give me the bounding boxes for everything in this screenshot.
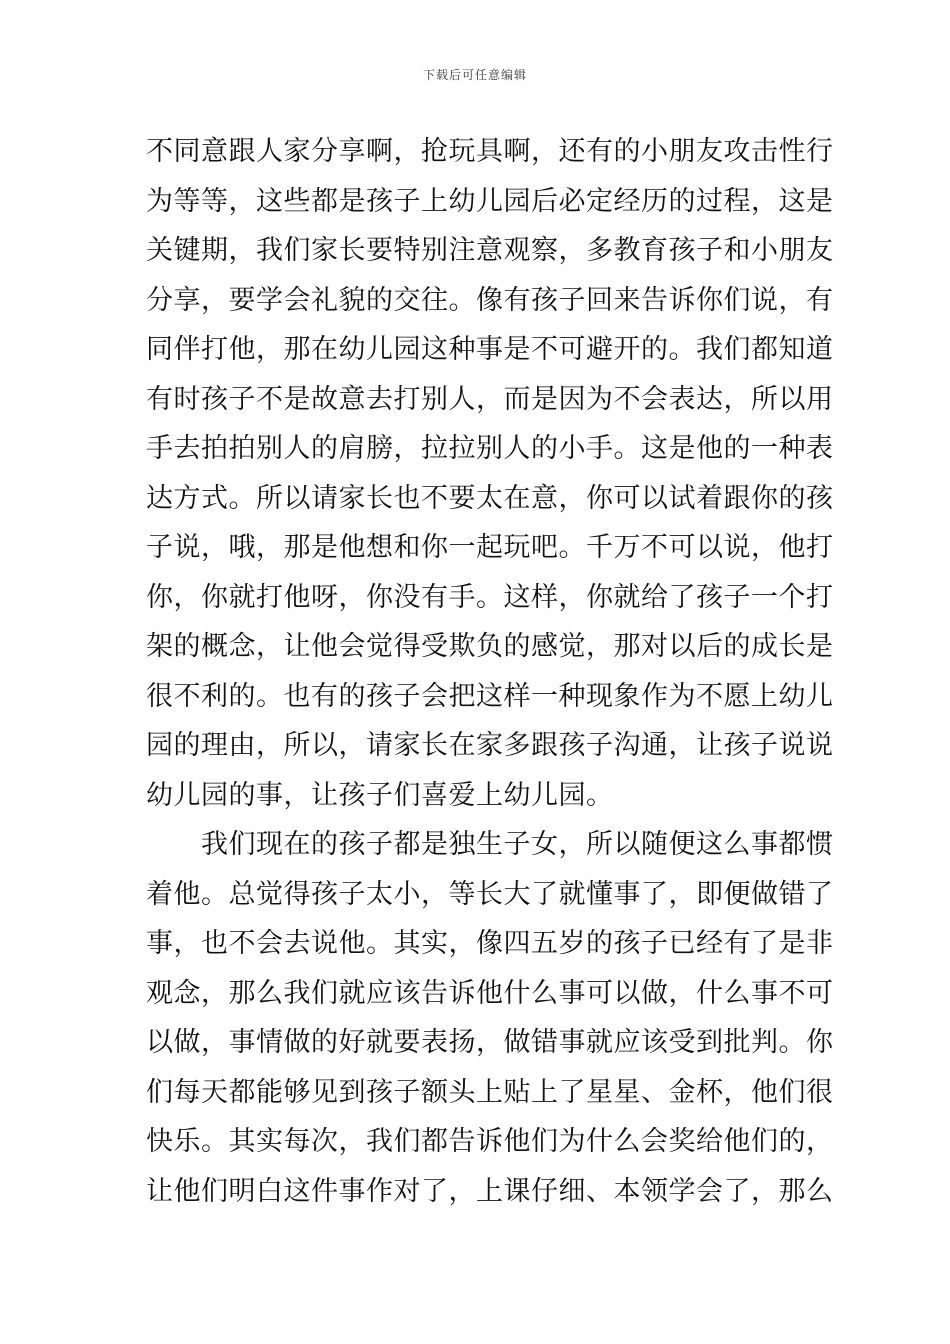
- text-line: 你，你就打他呀，你没有手。这样，你就给了孩子一个打: [146, 581, 834, 613]
- text-line: 着他。总觉得孩子太小，等长大了就懂事了，即便做错了: [146, 878, 834, 910]
- text-line: 手去拍拍别人的肩膀，拉拉别人的小手。这是他的一种表: [146, 433, 834, 464]
- text-line: 们每天都能够见到孩子额头上贴上了星星、金杯，他们很: [146, 1076, 834, 1108]
- text-line: 关键期，我们家长要特别注意观察，多教育孩子和小朋友: [146, 235, 834, 266]
- text-line: 幼儿园的事，让孩子们喜爱上幼儿园。: [146, 779, 614, 811]
- text-line: 让他们明白这件事作对了，上课仔细、本领学会了，那么: [146, 1175, 834, 1207]
- text-line: 为等等，这些都是孩子上幼儿园后必定经历的过程，这是: [146, 185, 834, 217]
- text-line: 子说，哦，那是他想和你一起玩吧。千万不可以说，他打: [146, 532, 834, 563]
- text-line: 不同意跟人家分享啊，抢玩具啊，还有的小朋友攻击性行: [146, 136, 834, 167]
- body-text: [146, 127, 834, 1216]
- text-line: 架的概念，让他会觉得受欺负的感觉，那对以后的成长是: [146, 631, 834, 662]
- text-line: 快乐。其实每次，我们都告诉他们为什么会奖给他们的，: [146, 1126, 834, 1157]
- text-line: 分享，要学会礼貌的交往。像有孩子回来告诉你们说，有: [146, 284, 834, 316]
- text-line: 有时孩子不是故意去打别人，而是因为不会表达，所以用: [146, 383, 834, 415]
- page-header: 下载后可任意编辑: [422, 68, 527, 82]
- text-line: 同伴打他，那在幼儿园这种事是不可避开的。我们都知道: [146, 334, 834, 365]
- text-line: 以做，事情做的好就要表扬，做错事就应该受到批判。你: [146, 1027, 834, 1058]
- text-line: 园的理由，所以，请家长在家多跟孩子沟通，让孩子说说: [146, 730, 834, 761]
- text-line: 我们现在的孩子都是独生子女，所以随便这么事都惯: [146, 829, 834, 860]
- text-line: 很不利的。也有的孩子会把这样一种现象作为不愿上幼儿: [146, 680, 834, 712]
- text-line: 达方式。所以请家长也不要太在意，你可以试着跟你的孩: [146, 482, 834, 514]
- text-line: 观念，那么我们就应该告诉他什么事可以做，什么事不可: [146, 977, 834, 1009]
- text-line: 事，也不会去说他。其实，像四五岁的孩子已经有了是非: [146, 928, 834, 959]
